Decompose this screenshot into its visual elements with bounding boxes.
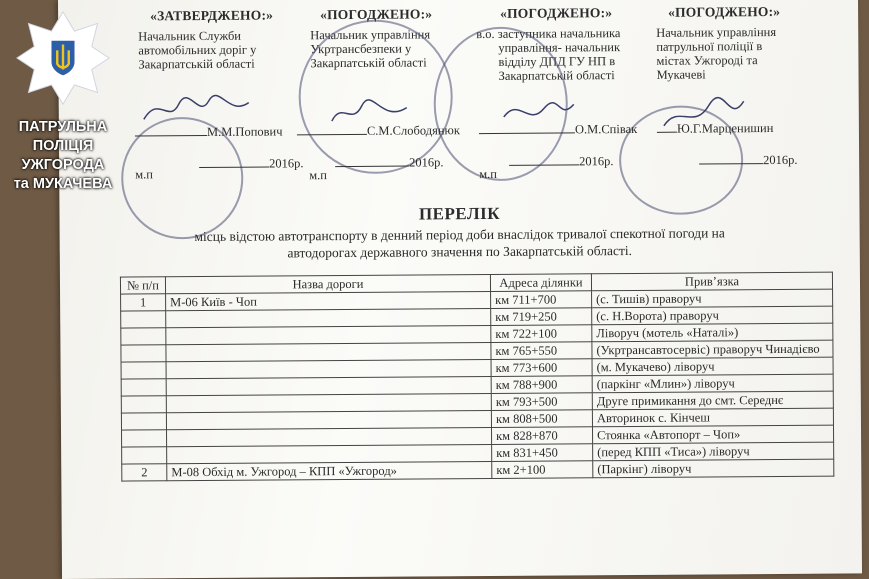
approval-line: містах Ужгороді та [656, 53, 758, 68]
row-address: км 808+500 [491, 410, 592, 428]
police-star-icon [15, 10, 111, 106]
signature-name-4: Ю.Г.Марценишин [657, 121, 774, 137]
header-address: Адреса ділянки [490, 274, 591, 292]
approval-line: Мукачеві [656, 67, 706, 82]
document-sheet [58, 0, 862, 579]
signature-name-1: М.М.Попович [135, 124, 283, 140]
approval-line: в.о. заступника начальника [476, 26, 621, 42]
row-address: км 788+900 [491, 376, 592, 394]
approval-line: Закарпатській області [138, 56, 255, 72]
police-logo [0, 0, 130, 579]
approval-line: патрульної поліції в [656, 39, 763, 54]
row-address: км 719+250 [491, 308, 592, 326]
table-row [122, 459, 834, 481]
row-road: М-08 Обхід м. Ужгород – КПП «Ужгород» [167, 461, 492, 480]
mp-label-3: м.п [479, 166, 498, 182]
header-road: Назва дороги [165, 274, 490, 293]
row-binding: (Укртрансавтосервіс) праворуч Чинадієво [592, 340, 833, 359]
row-address: км 831+450 [492, 444, 593, 462]
row-address: км 765+550 [491, 342, 592, 360]
row-binding: (с. Н.Ворота) праворуч [592, 306, 833, 325]
approval-block-1 [138, 8, 273, 71]
approval-line: Закарпатській області [498, 68, 615, 83]
row-binding: Ліворуч (мотель «Наталі») [592, 323, 833, 342]
approval-head: «ПОГОДЖЕНО:» [500, 5, 613, 21]
approval-head: «ПОГОДЖЕНО:» [320, 6, 433, 23]
date-2: 2016р. [335, 155, 443, 171]
approval-head: «ЗАТВЕРДЖЕНО:» [150, 7, 274, 24]
row-binding: Авторинок с. Кінчеш [592, 408, 833, 427]
approval-line: автомобільних доріг у [138, 42, 257, 58]
row-binding: Стоянка «Автопорт – Чоп» [592, 425, 833, 444]
row-binding: (м. Мукачево) ліворуч [592, 357, 833, 376]
row-binding: (паркінг «Млин») ліворуч [592, 374, 833, 393]
locations-table [120, 272, 834, 482]
row-binding: Друге примикання до смт. Середнє [592, 391, 833, 410]
approval-line: управління- начальник [498, 40, 621, 55]
header-binding: Прив’язка [591, 272, 832, 291]
row-number: 2 [122, 464, 167, 481]
row-address: км 711+700 [491, 291, 592, 309]
signature-1 [139, 89, 259, 130]
row-binding: (Паркінг) ліворуч [593, 459, 834, 478]
approval-head: «ПОГОДЖЕНО:» [668, 3, 781, 20]
row-road: М-06 Київ - Чоп [166, 291, 491, 310]
document-title: ПЕРЕЛІК [418, 203, 501, 224]
approval-line: Закарпатській області [310, 55, 427, 71]
date-4: 2016р. [699, 153, 797, 169]
approval-line: Начальник управління [310, 27, 431, 43]
document-subtitle: місць відстою автотранспорту в денний період доби внаслідок тривалої спекотної погоди на автодорогах державного значення по Закарпатській області. [194, 225, 725, 261]
row-address: км 773+600 [491, 359, 592, 377]
approval-line: Укртрансбезпеки у [310, 41, 412, 57]
row-number: 1 [121, 294, 166, 311]
row-address: км 722+100 [491, 325, 592, 343]
mp-label-2: м.п [309, 168, 328, 183]
approval-line: відділу ДПД ГУ НП в [498, 54, 616, 69]
header-number: № п/п [120, 277, 165, 294]
date-3: 2016р. [509, 154, 613, 170]
date-1: 2016р. [199, 156, 303, 172]
signature-name-2: С.М.Слободянюк [297, 123, 460, 139]
row-binding: (перед КПП «Тиса») ліворуч [593, 442, 834, 461]
row-address: км 2+100 [492, 461, 593, 479]
row-address: км 793+500 [491, 393, 592, 411]
signature-name-3: О.М.Співак [479, 122, 637, 138]
police-title: ПАТРУЛЬНА ПОЛІЦІЯ УЖГОРОДА та МУКАЧЕВА [13, 119, 113, 192]
approval-block-4 [656, 5, 781, 82]
approval-line: Начальник управління [656, 24, 777, 40]
mp-label-1: м.п [135, 167, 154, 182]
row-address: км 828+870 [491, 427, 592, 445]
approval-line: Начальник Служби [138, 28, 242, 44]
row-binding: (с. Тишів) праворуч [592, 289, 833, 308]
